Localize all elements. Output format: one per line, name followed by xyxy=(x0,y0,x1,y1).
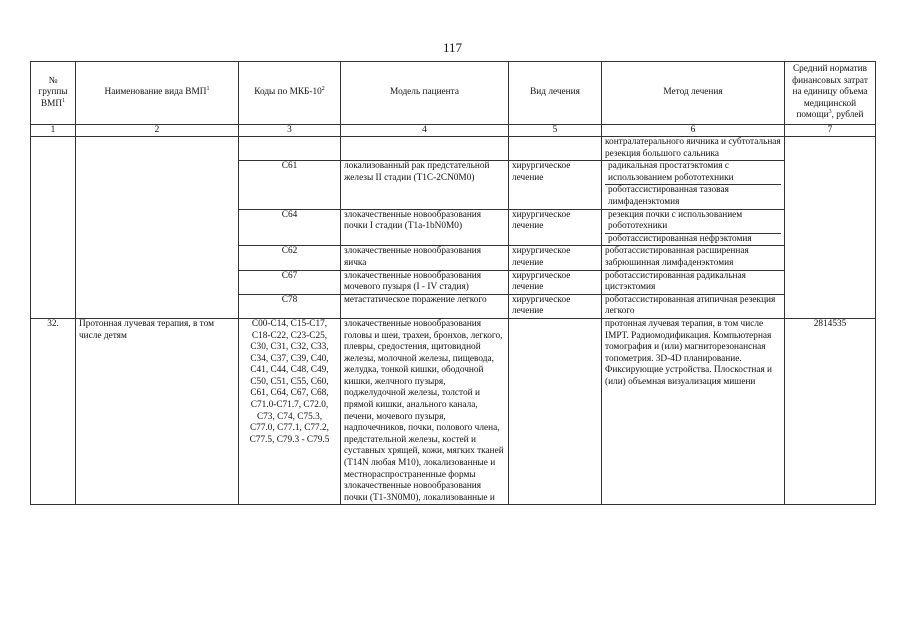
column-number: 4 xyxy=(341,125,509,137)
icd-code-cell: C78 xyxy=(239,294,341,318)
header-icd-codes: Коды по МКБ-$10^2$ xyxy=(239,62,341,125)
treatment-method-cell: протонная лучевая терапия, в том числе IMPT. Радиомодификация. Компьютерная томография и (или) магниторезонансная топометрия. 3D-4D планирование. Фиксирующие устройства. Плоскостная и (или) объемная визуализация мишени xyxy=(602,318,785,505)
column-number: 5 xyxy=(509,125,602,137)
treatment-method-cell xyxy=(602,209,785,246)
icd-code-cell: C67 xyxy=(239,270,341,294)
header-cost-norm: Средний норматив финансовых затрат на единицу объема медицинской помощи$^3$, рублей xyxy=(785,62,876,125)
patient-model-cell: локализованный рак предстательной железы II стадии (T1C-2CN0M0) xyxy=(341,161,509,209)
treatment-method-cell: роботассистированная атипичная резекция легкого xyxy=(602,294,785,318)
patient-model-cell: злокачественные новообразования яичка xyxy=(341,246,509,270)
icd-code-cell: C62 xyxy=(239,246,341,270)
vmp-name-cell xyxy=(76,137,239,319)
column-number: 6 xyxy=(602,125,785,137)
header-treatment-type: Вид лечения xyxy=(509,62,602,125)
treatment-type-cell: хирургическое лечение xyxy=(509,294,602,318)
treatment-method-cell: роботассистированная радикальная цистэктомия xyxy=(602,270,785,294)
treatment-method-item: резекция почки с использованием робототехники xyxy=(605,210,781,234)
treatment-method-item: роботассистированная нефрэктомия xyxy=(608,233,752,244)
patient-model-cell: метастатическое поражение легкого xyxy=(341,294,509,318)
header-group-number: № группы ВМП$^1$ xyxy=(31,62,76,125)
table-row xyxy=(31,137,876,161)
group-number-cell: 32. xyxy=(31,318,76,505)
header-patient-model: Модель пациента xyxy=(341,62,509,125)
treatment-type-cell: хирургическое лечение xyxy=(509,209,602,246)
patient-model-cell: злокачественные новообразования головы и шеи, трахеи, бронхов, легкого, плевры, средостения, щитовидной железы, молочной железы, пищевода, желудка, тонкой кишки, ободочной кишки, желчного пузыря, поджелудочной железы, толстой и прямой кишки, анального канала, печени, мочевого пузыря, надпочечников, почки, полового члена, предстательной железы, костей и суставных хрящей, кожи, мягких тканей (T14N любая M10), локализованные и местнораспространенные формы злокачественные новообразования почки (T1-3N0M0), локализованные и xyxy=(341,318,509,505)
vmp-name-cell: Протонная лучевая терапия, в том числе детям xyxy=(76,318,239,505)
group-number-cell xyxy=(31,137,76,319)
patient-model-cell: злокачественные новообразования мочевого пузыря (I - IV стадия) xyxy=(341,270,509,294)
column-number-row xyxy=(31,125,876,137)
patient-model-cell xyxy=(341,137,509,161)
icd-code-cell: C00-C14, C15-C17, C18-C22, C23-C25, C30, C31, C32, C33, C34, C37, C39, C40, C41, C44, C48, C49, C50, C51, C55, C60, C61, C64, C67, C68, C71.0-C71.7, C72.0, C73, C74, C75.3, C77.0, C77.1, C77.2, C77.5, C79.3 - C79.5 xyxy=(239,318,341,505)
table-row-group-32 xyxy=(31,318,876,505)
vmp-table xyxy=(30,61,876,505)
column-number: 3 xyxy=(239,125,341,137)
treatment-type-cell xyxy=(509,318,602,505)
icd-code-cell xyxy=(239,137,341,161)
icd-code-cell: C64 xyxy=(239,209,341,246)
treatment-type-cell: хирургическое лечение xyxy=(509,161,602,209)
treatment-method-item: радикальная простатэктомия с использованием робототехники xyxy=(605,161,781,185)
cost-cell: 2814535 xyxy=(785,318,876,505)
column-number: 1 xyxy=(31,125,76,137)
treatment-method-cell: контралатерального яичника и субтотальная резекция большого сальника xyxy=(602,137,785,161)
cost-cell xyxy=(785,137,876,319)
icd-code-cell: C61 xyxy=(239,161,341,209)
page-number: 117 xyxy=(442,40,463,55)
column-number: 7 xyxy=(785,125,876,137)
treatment-method-item: роботассистированная тазовая лимфаденэктомия xyxy=(608,185,729,207)
treatment-method-cell: роботассистированная расширенная забрюшинная лимфаденэктомия xyxy=(602,246,785,270)
header-vmp-name: Наименование вида ВМП$^1$ xyxy=(76,62,239,125)
treatment-type-cell: хирургическое лечение xyxy=(509,270,602,294)
header-row xyxy=(31,62,876,125)
column-number: 2 xyxy=(76,125,239,137)
treatment-type-cell xyxy=(509,137,602,161)
header-treatment-method: Метод лечения xyxy=(602,62,785,125)
treatment-method-cell xyxy=(602,161,785,209)
patient-model-cell: злокачественные новообразования почки I стадии (T1a-1bN0M0) xyxy=(341,209,509,246)
treatment-type-cell: хирургическое лечение xyxy=(509,246,602,270)
